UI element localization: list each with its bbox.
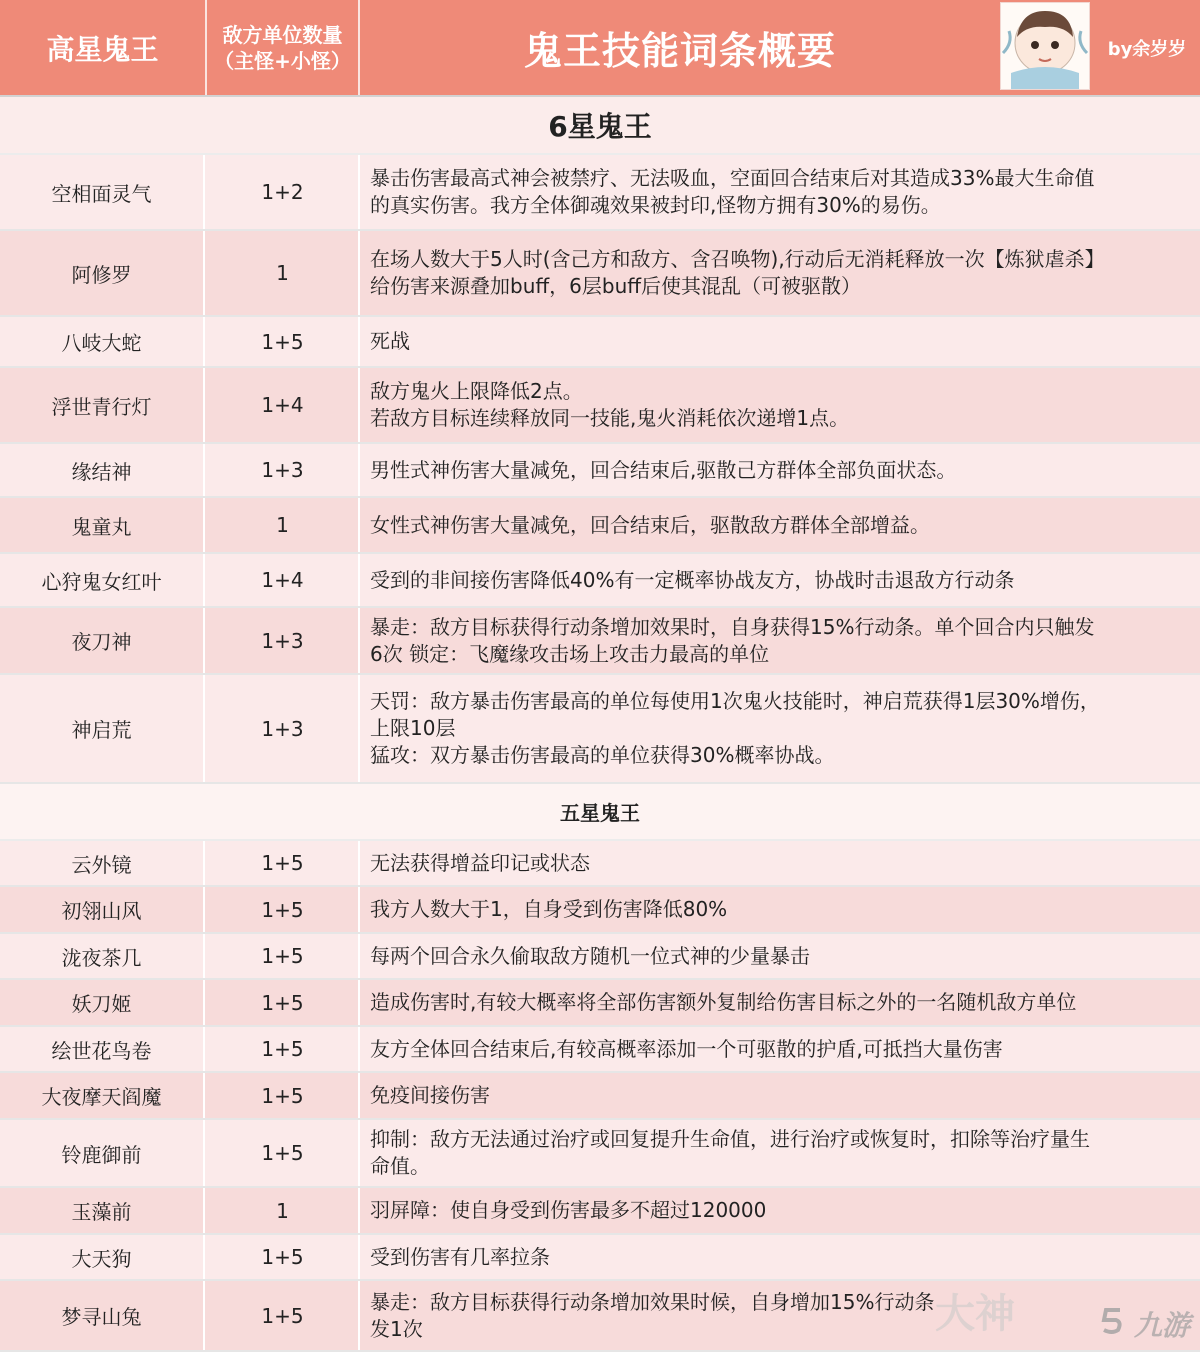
- table-row: [0, 498, 1200, 554]
- enemy-count: 1+5: [207, 1073, 360, 1118]
- table-row: [0, 1073, 1200, 1120]
- boss-name: 玉藻前: [0, 1188, 205, 1233]
- watermark-brand: 九游: [1133, 1309, 1190, 1342]
- table-row: [0, 608, 1200, 675]
- table-header: [0, 0, 1200, 97]
- table-row: [0, 444, 1200, 498]
- table-row: [0, 1188, 1200, 1235]
- skill-description: 死战: [370, 329, 410, 353]
- watermark: [1098, 1304, 1190, 1344]
- boss-name: 铃鹿御前: [0, 1120, 205, 1186]
- enemy-count: 1+5: [207, 1027, 360, 1071]
- boss-name: 绘世花鸟卷: [0, 1027, 205, 1071]
- enemy-count: 1+5: [207, 1120, 360, 1186]
- skill-description: 每两个回合永久偷取敌方随机一位式神的少量暴击: [370, 943, 810, 968]
- skill-description: 我方人数大于1，自身受到伤害降低80%: [370, 897, 728, 921]
- table-row: [0, 675, 1200, 784]
- enemy-count: 1+3: [207, 608, 360, 673]
- boss-name: 缘结神: [0, 444, 205, 496]
- enemy-count: 1: [207, 1188, 360, 1233]
- boss-name: 神启荒: [0, 675, 205, 782]
- skill-description: 在场人数大于5人时(含己方和敌方、含召唤物),行动后无消耗释放一次【炼狱虐杀】 给伤害来源叠加buff，6层buff后使其混乱（可被驱散）: [370, 247, 1105, 298]
- chibi-avatar-icon: [1000, 2, 1090, 90]
- header-count-column: [207, 0, 360, 95]
- boss-name: 浮世青行灯: [0, 368, 205, 442]
- skill-description: 造成伤害时,有较大概率将全部伤害额外复制给伤害目标之外的一名随机敌方单位: [370, 990, 1077, 1014]
- table-row: [0, 1235, 1200, 1281]
- enemy-count: 1+5: [207, 841, 360, 885]
- boss-name: 泷夜茶几: [0, 934, 205, 978]
- header-boss-column: 高星鬼王: [0, 0, 207, 95]
- skill-description: 敌方鬼火上限降低2点。 若敌方目标连续释放同一技能,鬼火消耗依次递增1点。: [370, 379, 850, 430]
- skill-description: 免疫间接伤害: [370, 1083, 490, 1107]
- skill-description: 无法获得增益印记或状态: [370, 850, 590, 875]
- table-row: [0, 934, 1200, 980]
- skill-description: 抑制：敌方无法通过治疗或回复提升生命值，进行治疗或恢复时，扣除等治疗量生 命值。: [370, 1127, 1090, 1178]
- table-row: [0, 231, 1200, 317]
- table-row: [0, 368, 1200, 444]
- boss-name: 云外镜: [0, 841, 205, 885]
- enemy-count: 1+5: [207, 934, 360, 978]
- boss-name: 梦寻山兔: [0, 1281, 205, 1350]
- skill-description: 暴走：敌方目标获得行动条增加效果时候，自身增加15%行动条 发1次: [370, 1289, 935, 1341]
- skill-description: 友方全体回合结束后,有较高概率添加一个可驱散的护盾,可抵挡大量伤害: [370, 1036, 1003, 1061]
- skill-description: 羽屏障：使自身受到伤害最多不超过120000: [370, 1198, 767, 1222]
- table-row: [0, 1120, 1200, 1188]
- skill-description: 女性式神伤害大量减免，回合结束后，驱散敌方群体全部增益。: [370, 512, 930, 537]
- skill-description: 受到的非间接伤害降低40%有一定概率协战友方，协战时击退敌方行动条: [370, 567, 1015, 592]
- table-row: [0, 980, 1200, 1027]
- skill-description: 暴击伤害最高式神会被禁疗、无法吸血，空面回合结束后对其造成33%最大生命值 的真实伤害。我方全体御魂效果被封印,怪物方拥有30%的易伤。: [370, 166, 1095, 217]
- jiuyou-logo-icon: [1098, 1306, 1128, 1343]
- table-row: [0, 317, 1200, 368]
- enemy-count: 1: [207, 498, 360, 552]
- skill-description: 受到伤害有几率拉条: [370, 1244, 550, 1269]
- enemy-count: 1+2: [207, 155, 360, 229]
- header-count-line2: （主怪+小怪）: [214, 48, 351, 73]
- enemy-count: 1+4: [207, 554, 360, 606]
- enemy-count: 1+5: [207, 1281, 360, 1350]
- skill-description: 男性式神伤害大量减免，回合结束后,驱散己方群体全部负面状态。: [370, 457, 957, 482]
- section-six-star: 6星鬼王: [0, 97, 1200, 155]
- section-five-star: 五星鬼王: [0, 784, 1200, 841]
- table-row: [0, 554, 1200, 608]
- table-row: [0, 887, 1200, 934]
- table-row: [0, 155, 1200, 231]
- enemy-count: 1+3: [207, 444, 360, 496]
- boss-name: 心狩鬼女红叶: [0, 554, 205, 606]
- watermark-text: 大神: [935, 1290, 1015, 1337]
- boss-name: 初翎山风: [0, 887, 205, 932]
- boss-name: 鬼童丸: [0, 498, 205, 552]
- skill-description: 暴走：敌方目标获得行动条增加效果时，自身获得15%行动条。单个回合内只触发 6次 锁定：飞魔缘攻击场上攻击力最高的单位: [370, 614, 1095, 666]
- boss-name: 大天狗: [0, 1235, 205, 1279]
- enemy-count: 1+5: [207, 317, 360, 366]
- table-row: [0, 841, 1200, 887]
- enemy-count: 1+5: [207, 887, 360, 932]
- enemy-count: 1: [207, 231, 360, 315]
- header-count-line1: 敌方单位数量: [222, 22, 343, 47]
- boss-name: 夜刀神: [0, 608, 205, 673]
- enemy-count: 1+4: [207, 368, 360, 442]
- boss-name: 妖刀姬: [0, 980, 205, 1025]
- boss-name: 空相面灵气: [0, 155, 205, 229]
- page-title: 鬼王技能词条概要: [523, 29, 836, 73]
- enemy-count: 1+3: [207, 675, 360, 782]
- enemy-count: 1+5: [207, 1235, 360, 1279]
- enemy-count: 1+5: [207, 980, 360, 1025]
- author-byline: by余岁岁: [1107, 38, 1187, 60]
- boss-name: 八岐大蛇: [0, 317, 205, 366]
- boss-name: 大夜摩天阎魔: [0, 1073, 205, 1118]
- table-row: [0, 1027, 1200, 1073]
- skill-description: 天罚：敌方暴击伤害最高的单位每使用1次鬼火技能时，神启荒获得1层30%增伤， 上限10层 猛攻：双方暴击伤害最高的单位获得30%概率协战。: [370, 689, 1100, 767]
- boss-name: 阿修罗: [0, 231, 205, 315]
